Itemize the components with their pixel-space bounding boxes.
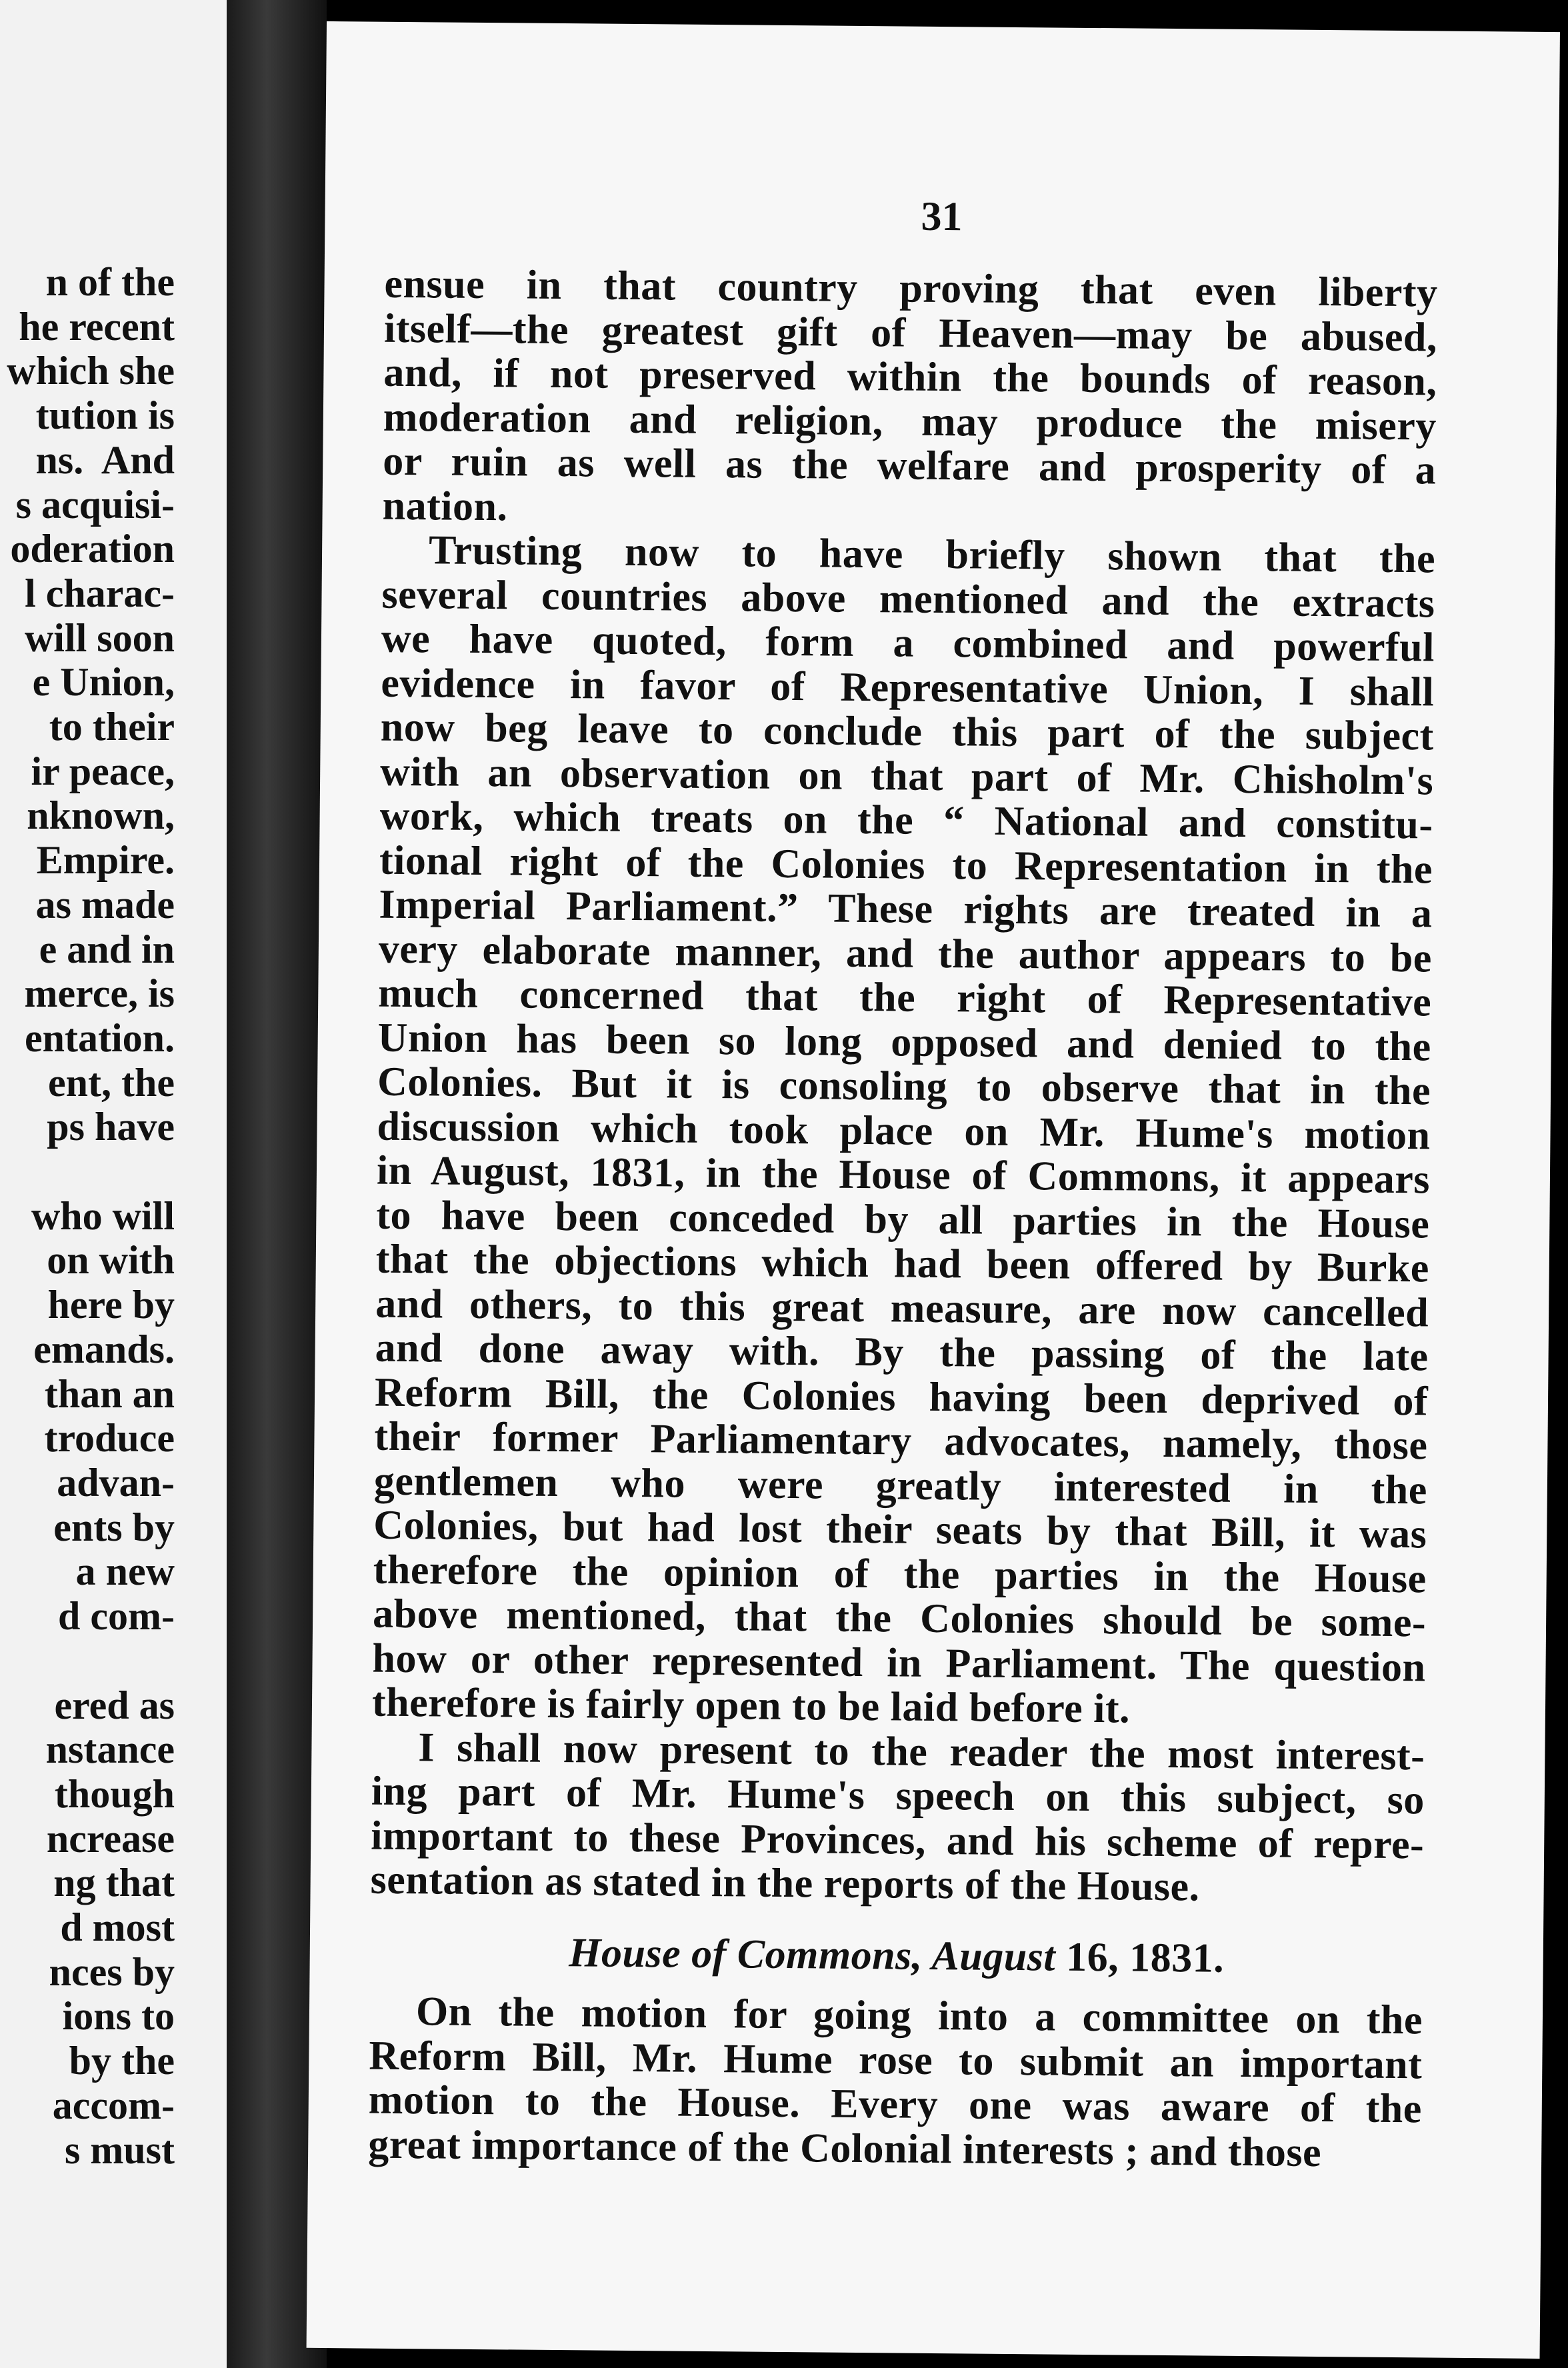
left-page-line: on with [47,1238,175,1283]
left-page-line: ps have [47,1105,175,1149]
left-page-line: s must [64,2127,175,2172]
text-line: therefore is fairly open to be laid before it. [371,1679,1131,1732]
text-line: very elaborate manner, and the author appears to be [378,926,1433,981]
left-page-line: by the [69,2039,175,2083]
text-line: ing part of Mr. Hume's speech on this subject, so [371,1768,1425,1823]
left-page-line: who will [31,1193,175,1238]
text-line: Colonies, but had lost their seats by that Bill, it was [373,1502,1427,1557]
left-page-line: Empire. [36,838,175,883]
text-line: and others, to this great measure, are now cancelled [375,1281,1429,1335]
left-page [0,0,227,2368]
text-line: motion to the House. Every one was aware of the [368,2077,1423,2132]
text-line: nation. [382,483,508,529]
left-page-line: d most [60,1905,175,1950]
left-page-line: nknown, [27,793,175,838]
left-page-line: e Union, [32,660,175,705]
left-page-line: ncrease [46,1816,175,1861]
text-line: moderation and religion, may produce the misery [383,394,1437,449]
text-line: work, which treats on the “ National and constitu- [379,793,1433,848]
page-number: 31 [921,193,963,240]
right-page [307,21,1560,2359]
left-page-line: emands. [33,1327,175,1371]
text-line: much concerned that the right of Representative [378,970,1432,1025]
left-page-line: ions to [62,1994,175,2039]
text-line: we have quoted, form a combined and powerful [381,615,1435,671]
text-line: therefore the opinion of the parties in the House [373,1547,1427,1601]
left-page-line [0,1149,175,1194]
left-page-line: here by [47,1283,175,1327]
text-line: Colonies. But it is consoling to observe that in the [377,1059,1431,1114]
text-line: Reform Bill, Mr. Hume rose to submit an important [369,2033,1423,2087]
left-page-line: ns. And [35,437,175,482]
text-line: and done away with. By the passing of the late [375,1325,1429,1380]
left-page-line: l charac- [25,571,175,615]
left-page-line: as made [35,882,175,927]
left-page-line: ir peace, [31,749,175,793]
text-line: Union has been so long opposed and denied to the [377,1015,1431,1069]
left-page-line: ng that [53,1861,175,1905]
text-line: sentation as stated in the reports of the House. [370,1857,1200,1910]
text-line: with an observation on that part of Mr. Chisholm's [379,749,1434,803]
left-page-line: tution is [35,393,175,438]
left-page-line: advan- [57,1460,175,1505]
text-line: above mentioned, that the Colonies should be some- [372,1591,1427,1646]
body-text [368,262,1438,2176]
left-page-line: a new [75,1549,175,1594]
text-line: ensue in that country proving that even liberty [384,261,1438,316]
left-page-line: to their [49,705,175,749]
text-line: important to these Provinces, and his scheme of repre- [370,1813,1425,1867]
left-page-line: accom- [52,2083,175,2127]
left-page-line: nces by [49,1949,175,1994]
text-line: itself—the greatest gift of Heaven—may be abused, [383,305,1438,360]
left-page-line [0,1639,175,1683]
text-line: On the motion for going into a committee on the [415,1989,1423,2043]
left-page-line: nstance [45,1727,175,1772]
left-page-line: he recent [19,304,175,349]
text-line: great importance of the Colonial interests ; and those [367,2121,1322,2175]
text-line: Trusting now to have briefly shown that the [428,527,1436,582]
left-page-line: e and in [39,927,175,971]
left-page-line: ent, the [48,1060,175,1105]
text-line: several countries above mentioned and the extracts [381,571,1435,626]
left-page-line: which she [7,349,175,393]
left-page-line: though [54,1771,175,1816]
text-line: their former Parliamentary advocates, namely, those [374,1413,1428,1469]
left-page-line: ered as [54,1683,175,1727]
text-line: Imperial Parliament.” These rights are treated in a [379,881,1433,937]
left-page-line: oderation [10,527,175,571]
paragraph-3 [370,1725,1425,1911]
section-heading-date: 16, 1831. [1055,1934,1225,1981]
text-line: discussion which took place on Mr. Hume's motion [377,1103,1431,1158]
left-page-line: s acquisi- [15,482,175,527]
left-page-line: n of the [45,260,175,304]
text-line: evidence in favor of Representative Union, I shall [381,660,1435,715]
text-line: to have been conceded by all parties in the House [376,1192,1430,1247]
section-heading [369,1929,1423,1982]
text-line: gentlemen who were greatly interested in the [373,1458,1428,1513]
text-line: Reform Bill, the Colonies having been deprived of [374,1369,1429,1424]
text-line: in August, 1831, in the House of Commons, it appears [376,1147,1431,1203]
left-page-line: will soon [24,615,175,660]
left-page-line: troduce [44,1416,175,1461]
left-page-line: entation. [25,1015,175,1060]
left-page-line: d com- [58,1594,175,1639]
left-page-line: merce, is [24,971,175,1016]
left-page-line: ents by [53,1505,175,1549]
paragraph-2 [372,528,1436,1734]
text-line: how or other represented in Parliament. The question [372,1635,1426,1690]
section-heading-title: House of Commons, August [569,1929,1056,1980]
text-line: now beg leave to conclude this part of the subject [380,704,1435,759]
paragraph-1 [382,262,1437,537]
text-line: and, if not preserved within the bounds of reason, [383,349,1437,405]
left-page-line: than an [44,1371,175,1416]
text-line: or ruin as well as the welfare and prosperity of a [382,438,1437,493]
paragraph-4 [368,1989,1423,2176]
text-line: I shall now present to the reader the most interest- [418,1724,1425,1779]
text-line: tional right of the Colonies to Representation in the [379,837,1433,892]
left-page-text [0,260,175,2172]
text-line: that the objections which had been offered by Burke [375,1236,1430,1291]
